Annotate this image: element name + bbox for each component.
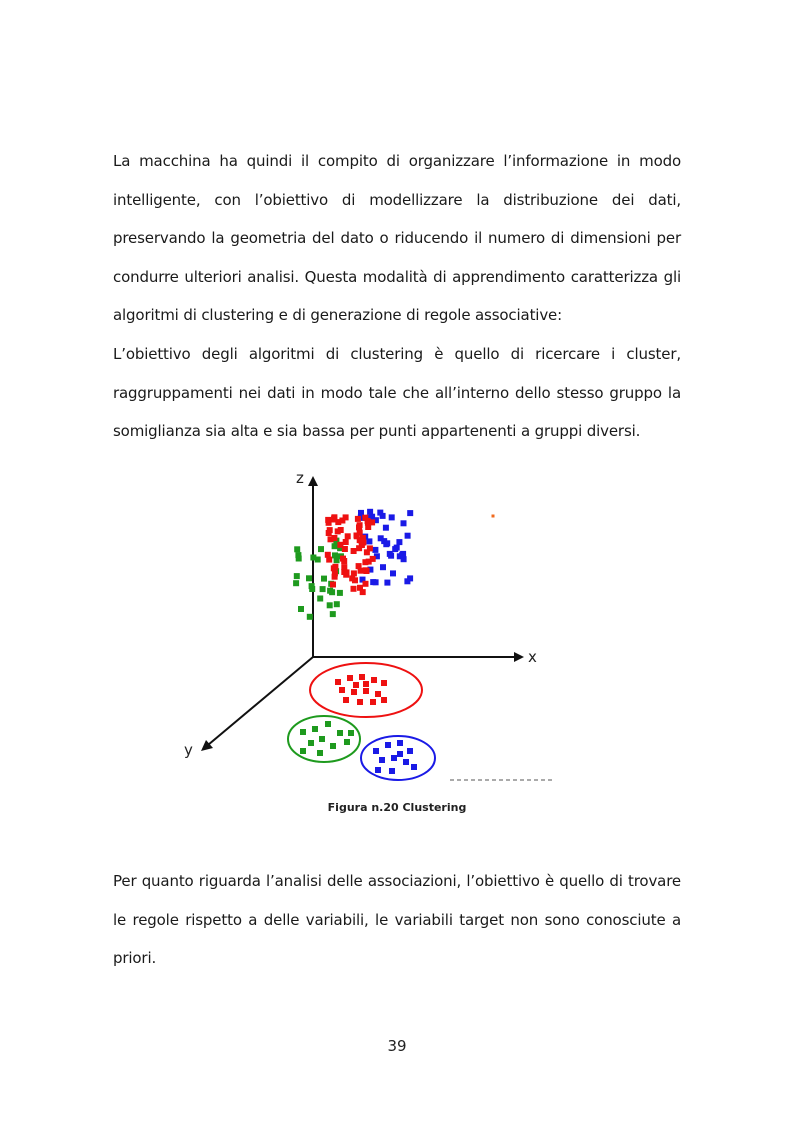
green-cluster-point xyxy=(337,730,343,736)
red-cluster-point xyxy=(359,674,365,680)
red-point xyxy=(340,556,346,562)
blue-point xyxy=(373,579,379,585)
cluster-points xyxy=(300,674,417,774)
green-point xyxy=(306,575,312,581)
red-point xyxy=(369,519,375,525)
blue-cluster-point xyxy=(389,768,395,774)
green-cluster-point xyxy=(308,740,314,746)
blue-point xyxy=(407,575,413,581)
blue-cluster-point xyxy=(403,759,409,765)
red-point xyxy=(356,545,362,551)
green-cluster-point xyxy=(325,721,331,727)
red-point xyxy=(362,559,368,565)
body-paragraph-2: L’obiettivo degli algoritmi di clustering è quello di ricercare i cluster, raggruppamenti nei dati in modo tale che all’interno dello stesso gruppo la somiglianza sia alta e sia bassa per punti appartenenti a gruppi diversi. xyxy=(113,345,681,440)
red-point xyxy=(363,581,369,587)
green-point xyxy=(309,583,315,589)
red-cluster-point xyxy=(351,689,357,695)
red-point xyxy=(351,570,357,576)
red-point xyxy=(327,527,333,533)
red-cluster-point xyxy=(381,680,387,686)
green-point xyxy=(294,546,300,552)
blue-cluster-point xyxy=(385,742,391,748)
blue-cluster-point xyxy=(375,767,381,773)
clustering-figure xyxy=(170,462,570,792)
green-cluster-point xyxy=(300,729,306,735)
green-point xyxy=(321,576,327,582)
green-cluster-point xyxy=(344,739,350,745)
blue-point xyxy=(401,520,407,526)
z-axis-arrow xyxy=(308,476,318,486)
green-point xyxy=(318,546,324,552)
blue-point xyxy=(389,514,395,520)
red-point xyxy=(357,530,363,536)
green-point xyxy=(317,596,323,602)
red-cluster-point xyxy=(381,697,387,703)
red-point xyxy=(325,517,331,523)
blue-point xyxy=(396,539,402,545)
red-point xyxy=(338,527,344,533)
cluster-ellipses xyxy=(288,663,435,780)
red-point xyxy=(343,514,349,520)
red-point xyxy=(332,564,338,570)
blue-point xyxy=(390,570,396,576)
blue-point xyxy=(367,509,373,515)
blue-cluster-point xyxy=(373,748,379,754)
red-cluster-point xyxy=(357,699,363,705)
green-point xyxy=(327,588,333,594)
red-point xyxy=(343,539,349,545)
red-point xyxy=(359,538,365,544)
y-axis-line xyxy=(208,657,313,745)
red-point xyxy=(363,567,369,573)
red-point xyxy=(332,574,338,580)
red-cluster-point xyxy=(363,681,369,687)
green-point xyxy=(334,601,340,607)
red-point xyxy=(356,563,362,569)
red-cluster-point xyxy=(371,677,377,683)
green-cluster-point xyxy=(312,726,318,732)
red-cluster-point xyxy=(335,679,341,685)
red-point xyxy=(331,514,337,520)
red-point xyxy=(357,522,363,528)
blue-point xyxy=(401,556,407,562)
page-number: 39 xyxy=(387,1037,407,1055)
red-cluster-point xyxy=(343,697,349,703)
y-axis-label: y xyxy=(184,741,193,759)
red-cluster-point xyxy=(339,687,345,693)
clustering-chart xyxy=(170,462,570,792)
green-cluster-point xyxy=(300,748,306,754)
red-point xyxy=(330,582,336,588)
red-point xyxy=(343,572,349,578)
green-point xyxy=(296,556,302,562)
blue-point xyxy=(394,545,400,551)
green-cluster-point xyxy=(317,750,323,756)
outlier-point xyxy=(492,515,495,518)
x-axis-arrow xyxy=(514,652,524,662)
scatter-3d-points xyxy=(293,509,494,620)
red-point xyxy=(360,589,366,595)
red-cluster-point xyxy=(363,688,369,694)
blue-point xyxy=(407,510,413,516)
red-cluster-point xyxy=(375,691,381,697)
blue-point xyxy=(380,513,386,519)
green-cluster-point xyxy=(319,736,325,742)
red-point xyxy=(370,556,376,562)
green-point xyxy=(330,611,336,617)
blue-cluster-point xyxy=(407,748,413,754)
blue-point xyxy=(383,525,389,531)
blue-cluster-point xyxy=(397,751,403,757)
red-cluster-point xyxy=(370,699,376,705)
red-point xyxy=(364,549,370,555)
red-point xyxy=(345,533,351,539)
green-point xyxy=(320,586,326,592)
red-point xyxy=(351,548,357,554)
blue-point xyxy=(372,547,378,553)
green-point xyxy=(294,573,300,579)
body-paragraph-3: Per quanto riguarda l’analisi delle associazioni, l’obiettivo è quello di trovare le regole rispetto a delle variabili, le variabili target non sono conosciute a priori. xyxy=(113,872,681,967)
red-cluster-point xyxy=(347,675,353,681)
blue-point xyxy=(405,533,411,539)
blue-cluster-point xyxy=(391,755,397,761)
red-point xyxy=(326,557,332,563)
green-point xyxy=(315,557,321,563)
blue-point xyxy=(380,564,386,570)
red-point xyxy=(351,586,357,592)
red-point xyxy=(355,516,361,522)
blue-point xyxy=(383,541,389,547)
blue-point xyxy=(384,580,390,586)
green-point xyxy=(293,580,299,586)
blue-point xyxy=(388,553,394,559)
green-point xyxy=(298,606,304,612)
red-point xyxy=(331,535,337,541)
blue-cluster-point xyxy=(411,764,417,770)
x-axis-label: x xyxy=(528,648,537,666)
blue-point xyxy=(400,551,406,557)
body-paragraph-1: La macchina ha quindi il compito di organizzare l’informazione in modo intelligente, con l’obiettivo di modellizzare la distribuzione dei dati, preservando la geometria del dato o riducendo il numero di dimensioni per condurre ulteriori analisi. Questa modalità di apprendimento caratterizza gli algoritmi di clustering e di generazione di regole associative: xyxy=(113,152,681,324)
blue-cluster-point xyxy=(379,757,385,763)
green-point xyxy=(307,614,313,620)
green-point xyxy=(332,543,338,549)
blue-cluster-point xyxy=(397,740,403,746)
red-point xyxy=(341,564,347,570)
red-point xyxy=(352,577,358,583)
green-point xyxy=(337,590,343,596)
green-cluster-point xyxy=(330,743,336,749)
red-point xyxy=(337,542,343,548)
green-cluster-point xyxy=(348,730,354,736)
green-point xyxy=(327,602,333,608)
z-axis-label: z xyxy=(296,469,304,487)
red-cluster-point xyxy=(353,682,359,688)
figure-caption: Figura n.20 Clustering xyxy=(327,801,467,814)
